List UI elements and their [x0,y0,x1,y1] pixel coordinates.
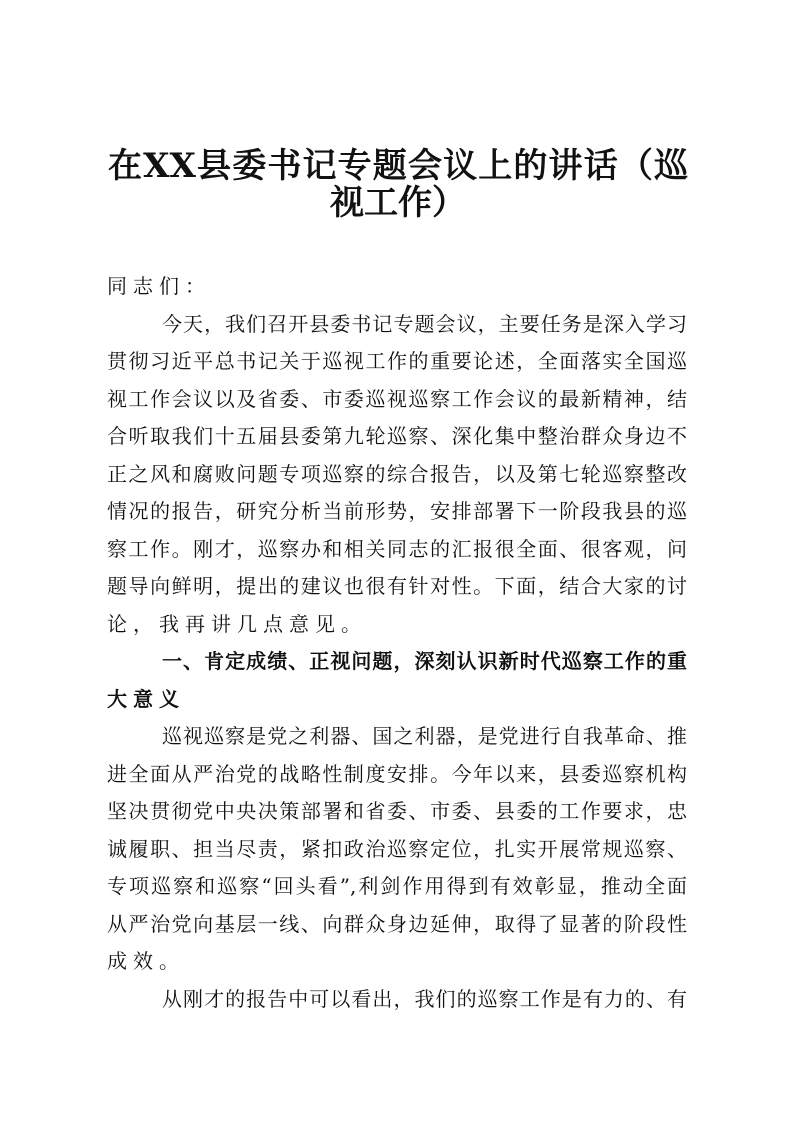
text-line: 视工作会议以及省委、市委巡视巡察工作会议的最新精神，结 [107,386,687,411]
text-line: 正之风和腐败问题专项巡察的综合报告，以及第七轮巡察整改 [107,461,687,486]
text-line: 从刚才的报告中可以看出，我们的巡察工作是有力的、有 [162,986,687,1011]
title-line: 视工作） [330,183,466,223]
paragraph [107,306,687,644]
document-body [107,268,687,1018]
text-line: 情况的报告，研究分析当前形势，安排部署下一阶段我县的巡 [107,499,687,523]
section-heading [107,643,687,718]
text-line: 察工作。刚才，巡察办和相关同志的汇报很全面、很客观，问 [107,536,687,561]
text-line: 今天，我们召开县委书记专题会议，主要任务是深入学习 [162,311,687,336]
text-line: 进全面从严治党的战略性制度安排。今年以来，县委巡察机构 [107,761,687,786]
text-line: 从严治党向基层一线、向群众身边延伸，取得了显著的阶段性 [107,911,687,936]
text-line: 贯彻习近平总书记关于巡视工作的重要论述，全面落实全国巡 [107,349,687,373]
text-line: 巡视巡察是党之利器、国之利器，是党进行自我革命、推 [162,724,687,748]
paragraph [107,718,687,981]
text-line: 成效。 [107,949,185,973]
document-title [108,148,688,222]
text-line: 大意义 [107,686,185,711]
text-line: 专项巡察和巡察“回头看”,利剑作用得到有效彰显，推动全面 [107,874,687,898]
text-line: 一、肯定成绩、正视问题，深刻认识新时代巡察工作的重 [162,649,687,673]
salutation [107,268,687,306]
paragraph [107,981,687,1019]
text-line: 坚决贯彻党中央决策部署和省委、市委、县委的工作要求，忠 [107,799,687,823]
title-line: 在XX县委书记专题会议上的讲话（巡 [108,146,688,186]
text-line: 同志们： [107,274,211,298]
text-line: 论，我再讲几点意见。 [107,611,367,636]
text-line: 题导向鲜明，提出的建议也很有针对性。下面，结合大家的讨 [107,574,687,598]
text-line: 诚履职、担当尽责，紧扣政治巡察定位，扎实开展常规巡察、 [107,836,687,861]
text-line: 合听取我们十五届县委第九轮巡察、深化集中整治群众身边不 [107,424,687,448]
